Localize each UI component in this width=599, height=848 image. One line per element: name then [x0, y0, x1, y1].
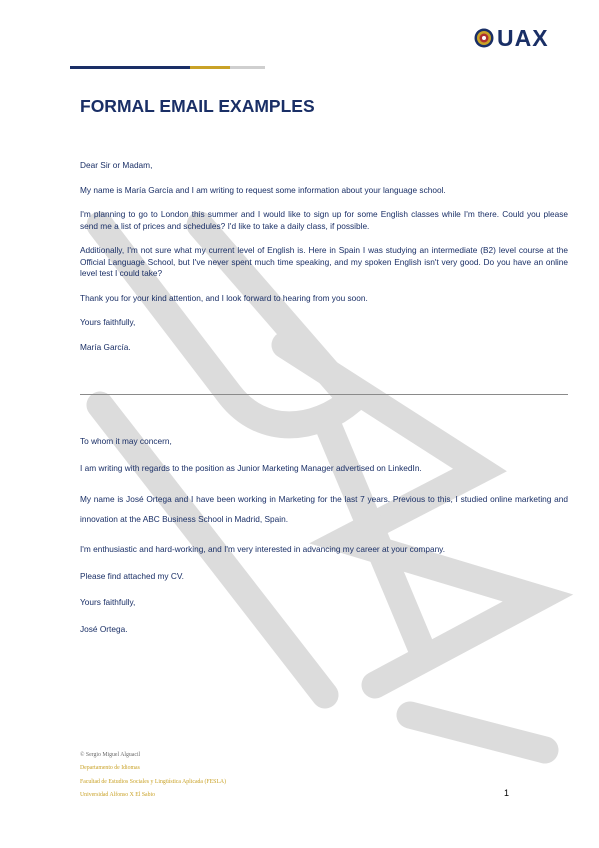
- footer-copyright: © Sergio Miguel Alguacil: [80, 752, 141, 758]
- header-bar-navy: [70, 66, 190, 69]
- email2-paragraph: Please find attached my CV.: [80, 570, 184, 581]
- page-footer: [80, 749, 226, 802]
- logo-text: UAX: [497, 25, 549, 51]
- email-example-2: [80, 436, 568, 635]
- email2-closing: Yours faithfully,: [80, 597, 136, 607]
- header-bar-gold: [190, 66, 230, 69]
- uax-logo: [474, 25, 549, 51]
- header-bar-grey: [230, 66, 265, 69]
- footer-department: Departamento de Idiomas: [80, 765, 140, 772]
- footer-university: Universidad Alfonso X El Sabio: [80, 791, 156, 798]
- email1-paragraph: Additionally, I'm not sure what my current level of English is. Here in Spain I was studying an intermediate (B2) level course at the Official Language School, but I've never spent much time speaking, and my spoken English isn't very good. Do you have an online level test I could take?: [80, 245, 568, 278]
- email2-paragraph: I am writing with regards to the position as Junior Marketing Manager advertised on LinkedIn.: [80, 462, 422, 473]
- email1-closing: Yours faithfully,: [80, 317, 136, 327]
- email-example-1: [80, 160, 568, 353]
- email2-paragraph: My name is José Ortega and I have been working in Marketing for the last 7 years. Previous to this, I studied online marketing and innovation at the ABC Business School in Madrid, Spain.: [80, 494, 568, 524]
- email1-salutation: Dear Sir or Madam,: [80, 160, 153, 170]
- section-divider: [80, 394, 568, 395]
- email1-paragraph: My name is María García and I am writing to request some information about your language school.: [80, 184, 446, 195]
- university-seal-icon: [474, 28, 494, 48]
- email2-signature: José Ortega.: [80, 623, 128, 634]
- page-title: FORMAL EMAIL EXAMPLES: [80, 96, 315, 116]
- page-number: 1: [504, 788, 510, 798]
- email1-signature: María García.: [80, 341, 131, 352]
- footer-faculty: Facultad de Estudios Sociales y Lingüística Aplicada (FESLA): [80, 778, 227, 785]
- email1-paragraph: Thank you for your kind attention, and I look forward to hearing from you soon.: [80, 292, 368, 303]
- email1-paragraph: I'm planning to go to London this summer and I would like to sign up for some English classes while I'm there. Could you please send me a list of prices and schedules? I'd like to take a daily class, if possible.: [80, 209, 568, 231]
- email2-salutation: To whom it may concern,: [80, 436, 172, 446]
- email2-paragraph: I'm enthusiastic and hard-working, and I'm very interested in advancing my career at your company.: [80, 544, 446, 554]
